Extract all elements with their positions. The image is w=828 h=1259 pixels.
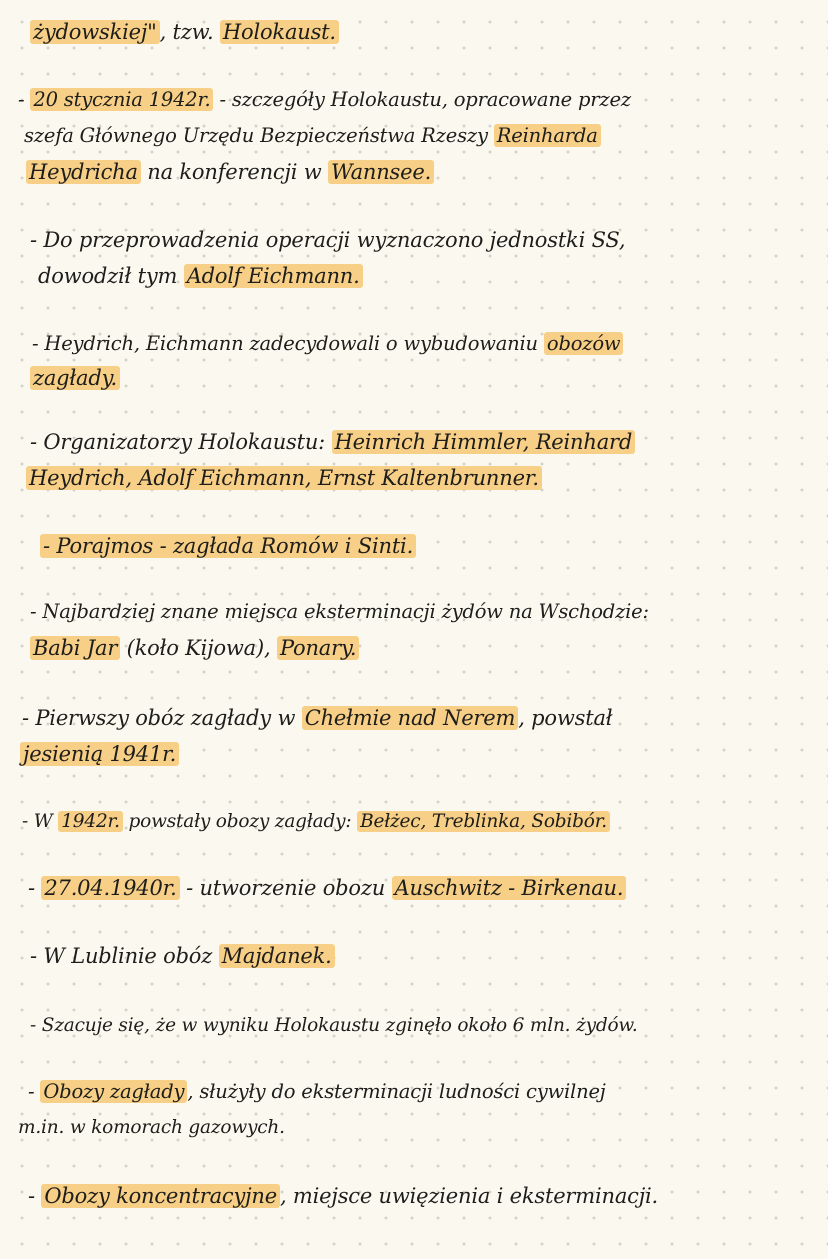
- text-segment: 27.04.1940r.: [41, 876, 179, 900]
- text-segment: - Najbardziej znane miejsca eksterminacji żydów na Wschodzie:: [30, 600, 649, 623]
- text-segment: -: [28, 876, 42, 900]
- text-segment: -: [28, 1080, 41, 1103]
- note-line: [24, 122, 828, 150]
- text-segment: Bełżec, Treblinka, Sobibór.: [357, 811, 610, 832]
- text-segment: - Porajmos - zagłada Romów i Sinti.: [40, 534, 416, 558]
- text-segment: 20 stycznia 1942r.: [30, 88, 213, 111]
- text-segment: - utworzenie obozu: [179, 876, 392, 900]
- text-segment: , powstał: [518, 706, 613, 730]
- note-line: [28, 1078, 828, 1106]
- text-segment: Majdanek.: [219, 944, 335, 968]
- note-line: [30, 226, 828, 254]
- text-segment: Obozy koncentracyjne: [41, 1184, 280, 1208]
- text-segment: powstały obozy zagłady:: [122, 811, 358, 832]
- text-segment: - Do przeprowadzenia operacji wyznaczono jednostki SS,: [30, 228, 626, 252]
- text-segment: Holokaust.: [220, 20, 339, 44]
- text-segment: Heinrich Himmler, Reinhard: [332, 430, 636, 454]
- note-line: [30, 1012, 828, 1040]
- note-line: [18, 1114, 828, 1142]
- text-segment: na konferencji w: [140, 160, 329, 184]
- note-line: [28, 1182, 828, 1210]
- text-segment: Heydricha: [26, 160, 141, 184]
- note-line: [30, 428, 828, 456]
- note-line: [32, 330, 828, 358]
- text-segment: Adolf Eichmann.: [184, 264, 363, 288]
- text-segment: -: [28, 1184, 42, 1208]
- text-segment: Auschwitz - Birkenau.: [392, 876, 627, 900]
- text-segment: żydowskiej": [30, 20, 160, 44]
- text-segment: -: [18, 88, 31, 111]
- text-segment: Babi Jar: [30, 636, 120, 660]
- text-segment: - W Lublinie obóz: [30, 944, 219, 968]
- text-segment: Heydrich, Adolf Eichmann, Ernst Kaltenbrunner.: [26, 466, 542, 490]
- text-segment: - Heydrich, Eichmann zadecydowali o wybudowaniu: [32, 332, 544, 355]
- note-line: [20, 740, 828, 768]
- text-segment: Obozy zagłady: [40, 1080, 187, 1103]
- note-line: [26, 158, 828, 186]
- text-segment: szefa Głównego Urzędu Bezpieczeństwa Rzeszy: [24, 124, 494, 147]
- note-line: [18, 86, 828, 114]
- text-segment: - W: [22, 811, 59, 832]
- note-line: [30, 598, 828, 626]
- note-line: [30, 942, 828, 970]
- text-segment: jesienią 1941r.: [20, 742, 179, 766]
- text-segment: - Pierwszy obóz zagłady w: [22, 706, 302, 730]
- note-line: [30, 634, 828, 662]
- text-segment: obozów: [544, 332, 623, 355]
- note-line: [40, 532, 828, 560]
- text-segment: , tzw.: [159, 20, 220, 44]
- note-line: [28, 874, 828, 902]
- note-line: [22, 808, 828, 836]
- text-segment: 1942r.: [58, 811, 123, 832]
- text-segment: - szczegóły Holokaustu, opracowane przez: [213, 88, 631, 111]
- text-segment: Ponary.: [277, 636, 359, 660]
- text-segment: , miejsce uwięzienia i eksterminacji.: [279, 1184, 658, 1208]
- text-segment: Chełmie nad Nerem: [302, 706, 519, 730]
- text-segment: - Organizatorzy Holokaustu:: [30, 430, 332, 454]
- text-segment: zagłady.: [30, 366, 120, 390]
- note-line: [38, 262, 828, 290]
- text-segment: Wannsee.: [328, 160, 434, 184]
- text-segment: dowodził tym: [38, 264, 184, 288]
- text-segment: m.in. w komorach gazowych.: [18, 1117, 285, 1138]
- text-segment: Reinharda: [494, 124, 601, 147]
- note-line: [22, 704, 828, 732]
- text-segment: - Szacuje się, że w wyniku Holokaustu zginęło około 6 mln. żydów.: [30, 1015, 638, 1036]
- note-line: [30, 18, 828, 46]
- text-segment: (koło Kijowa),: [120, 636, 277, 660]
- note-line: [26, 464, 828, 492]
- text-segment: , służyły do eksterminacji ludności cywilnej: [187, 1080, 606, 1103]
- note-line: [30, 364, 828, 392]
